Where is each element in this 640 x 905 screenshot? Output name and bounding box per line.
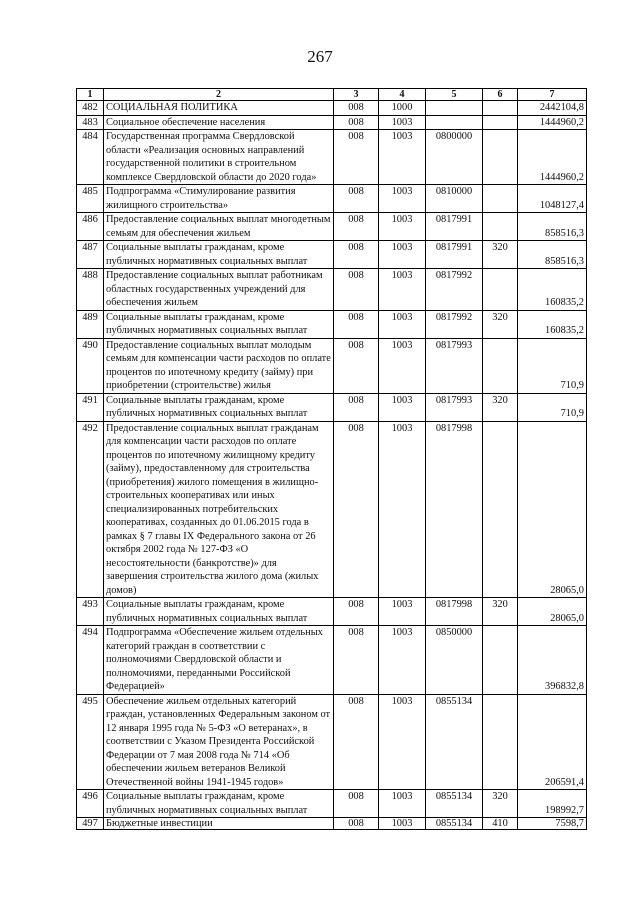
row-code-4: 1000 — [379, 101, 426, 116]
row-number: 484 — [77, 130, 104, 185]
row-number: 483 — [77, 115, 104, 130]
table-row — [77, 818, 587, 830]
row-code-4: 1003 — [379, 269, 426, 311]
row-number: 491 — [77, 393, 104, 421]
row-number: 486 — [77, 213, 104, 241]
row-code-6 — [483, 115, 518, 130]
row-code-6: 320 — [483, 598, 518, 626]
row-code-3: 008 — [334, 115, 379, 130]
row-amount: 710,9 — [518, 338, 587, 393]
row-name: Социальные выплаты гражданам, кроме публичных нормативных социальных выплат — [104, 393, 334, 421]
table-row — [77, 626, 587, 695]
header-cell-4: 4 — [379, 89, 426, 101]
table-row — [77, 310, 587, 338]
row-code-5: 0855134 — [426, 790, 483, 818]
row-code-6 — [483, 213, 518, 241]
row-code-5: 0855134 — [426, 694, 483, 790]
row-code-5: 0855134 — [426, 818, 483, 830]
row-code-3: 008 — [334, 818, 379, 830]
row-amount: 858516,3 — [518, 213, 587, 241]
row-code-3: 008 — [334, 101, 379, 116]
row-code-3: 008 — [334, 338, 379, 393]
row-name: Социальное обеспечение населения — [104, 115, 334, 130]
table-row — [77, 421, 587, 598]
row-code-6: 410 — [483, 818, 518, 830]
row-code-4: 1003 — [379, 130, 426, 185]
row-code-4: 1003 — [379, 310, 426, 338]
row-name: Предоставление социальных выплат молодым семьям для компенсации части расходов по оплате процентов по ипотечному кредиту (займу) при приобретении (строительстве) жилья — [104, 338, 334, 393]
row-name: Подпрограмма «Обеспечение жильем отдельных категорий граждан в соответствии с полномочиями Свердловской области и полномочиями, переданными Российской Федерацией» — [104, 626, 334, 695]
table-row — [77, 130, 587, 185]
row-code-4: 1003 — [379, 115, 426, 130]
table-row — [77, 101, 587, 116]
row-code-6: 320 — [483, 241, 518, 269]
row-code-4: 1003 — [379, 626, 426, 695]
row-code-4: 1003 — [379, 694, 426, 790]
row-code-6 — [483, 626, 518, 695]
row-name: Предоставление социальных выплат работникам областных государственных учреждений для обеспечения жильем — [104, 269, 334, 311]
table-row — [77, 185, 587, 213]
row-code-3: 008 — [334, 790, 379, 818]
row-number: 493 — [77, 598, 104, 626]
row-code-4: 1003 — [379, 338, 426, 393]
row-code-4: 1003 — [379, 790, 426, 818]
row-code-3: 008 — [334, 393, 379, 421]
row-code-6 — [483, 101, 518, 116]
row-number: 496 — [77, 790, 104, 818]
row-code-3: 008 — [334, 598, 379, 626]
row-number: 495 — [77, 694, 104, 790]
row-amount: 1048127,4 — [518, 185, 587, 213]
row-code-6: 320 — [483, 310, 518, 338]
row-name: Социальные выплаты гражданам, кроме публичных нормативных социальных выплат — [104, 790, 334, 818]
row-code-6: 320 — [483, 790, 518, 818]
row-code-6 — [483, 421, 518, 598]
row-number: 487 — [77, 241, 104, 269]
row-amount: 1444960,2 — [518, 115, 587, 130]
row-name: Социальные выплаты гражданам, кроме публичных нормативных социальных выплат — [104, 598, 334, 626]
row-code-3: 008 — [334, 694, 379, 790]
table-row — [77, 790, 587, 818]
row-code-4: 1003 — [379, 185, 426, 213]
row-amount: 710,9 — [518, 393, 587, 421]
row-code-4: 1003 — [379, 818, 426, 830]
row-code-5: 0817991 — [426, 241, 483, 269]
row-name: Предоставление социальных выплат многодетным семьям для обеспечения жильем — [104, 213, 334, 241]
row-amount: 206591,4 — [518, 694, 587, 790]
row-code-3: 008 — [334, 130, 379, 185]
row-amount: 2442104,8 — [518, 101, 587, 116]
row-name: Социальные выплаты гражданам, кроме публичных нормативных социальных выплат — [104, 310, 334, 338]
row-name: Социальные выплаты гражданам, кроме публичных нормативных социальных выплат — [104, 241, 334, 269]
row-code-6 — [483, 338, 518, 393]
row-code-5: 0817991 — [426, 213, 483, 241]
row-code-5 — [426, 115, 483, 130]
table-row — [77, 241, 587, 269]
page-number: 267 — [307, 47, 333, 66]
row-code-5: 0817993 — [426, 393, 483, 421]
row-name: Предоставление социальных выплат гражданам для компенсации части расходов по оплате процентов по ипотечному жилищному кредиту (займу), предоставленному для строительства (приобретения) жилого помещения в жилищно-строительных кооперативах или иных специализированных потребительских кооперативах, созданных до 01.06.2015 года в рамках § 7 главы IX Федерального закона от 26 октября 2002 года № 127-ФЗ «О несостоятельности (банкротстве)» для завершения строительства жилого дома (жилых домов) — [104, 421, 334, 598]
row-code-4: 1003 — [379, 421, 426, 598]
header-cell-7: 7 — [518, 89, 587, 101]
row-name: Обеспечение жильем отдельных категорий граждан, установленных Федеральным законом от 12 января 1995 года № 5-ФЗ «О ветеранах», в соответствии с Указом Президента Российской Федерации от 7 мая 2008 года № 714 «Об обеспечении жильем ветеранов Великой Отечественной войны 1941-1945 годов» — [104, 694, 334, 790]
row-code-3: 008 — [334, 241, 379, 269]
row-code-6 — [483, 130, 518, 185]
row-amount: 7598,7 — [518, 818, 587, 830]
row-code-5 — [426, 101, 483, 116]
row-code-5: 0817993 — [426, 338, 483, 393]
table-row — [77, 213, 587, 241]
row-amount: 160835,2 — [518, 269, 587, 311]
table-row — [77, 393, 587, 421]
row-code-3: 008 — [334, 626, 379, 695]
row-number: 494 — [77, 626, 104, 695]
row-code-3: 008 — [334, 310, 379, 338]
header-cell-6: 6 — [483, 89, 518, 101]
row-code-6: 320 — [483, 393, 518, 421]
row-code-5: 0810000 — [426, 185, 483, 213]
row-amount: 858516,3 — [518, 241, 587, 269]
row-number: 497 — [77, 818, 104, 830]
row-code-5: 0817992 — [426, 310, 483, 338]
header-row — [77, 89, 587, 101]
row-number: 482 — [77, 101, 104, 116]
table-row — [77, 694, 587, 790]
row-number: 489 — [77, 310, 104, 338]
row-amount: 1444960,2 — [518, 130, 587, 185]
header-cell-1: 1 — [77, 89, 104, 101]
row-code-4: 1003 — [379, 241, 426, 269]
row-name: Государственная программа Свердловской области «Реализация основных направлений государственной политики в строительном комплексе Свердловской области до 2020 года» — [104, 130, 334, 185]
row-name: Подпрограмма «Стимулирование развития жилищного строительства» — [104, 185, 334, 213]
row-amount: 396832,8 — [518, 626, 587, 695]
table-row — [77, 115, 587, 130]
row-code-3: 008 — [334, 185, 379, 213]
row-amount: 28065,0 — [518, 598, 587, 626]
row-code-5: 0817992 — [426, 269, 483, 311]
row-code-5: 0800000 — [426, 130, 483, 185]
table-body — [77, 101, 587, 830]
row-code-5: 0850000 — [426, 626, 483, 695]
row-name: СОЦИАЛЬНАЯ ПОЛИТИКА — [104, 101, 334, 116]
row-number: 488 — [77, 269, 104, 311]
header-cell-2: 2 — [104, 89, 334, 101]
row-code-6 — [483, 185, 518, 213]
row-code-5: 0817998 — [426, 421, 483, 598]
row-code-6 — [483, 269, 518, 311]
row-code-3: 008 — [334, 269, 379, 311]
row-number: 490 — [77, 338, 104, 393]
row-number: 492 — [77, 421, 104, 598]
row-code-6 — [483, 694, 518, 790]
header-cell-3: 3 — [334, 89, 379, 101]
row-amount: 28065,0 — [518, 421, 587, 598]
row-code-5: 0817998 — [426, 598, 483, 626]
row-code-4: 1003 — [379, 213, 426, 241]
row-code-3: 008 — [334, 213, 379, 241]
row-name: Бюджетные инвестиции — [104, 818, 334, 830]
row-amount: 160835,2 — [518, 310, 587, 338]
row-code-4: 1003 — [379, 393, 426, 421]
row-code-4: 1003 — [379, 598, 426, 626]
row-number: 485 — [77, 185, 104, 213]
budget-table — [76, 88, 587, 830]
row-amount: 198992,7 — [518, 790, 587, 818]
table-row — [77, 598, 587, 626]
table-row — [77, 269, 587, 311]
header-cell-5: 5 — [426, 89, 483, 101]
row-code-3: 008 — [334, 421, 379, 598]
table-row — [77, 338, 587, 393]
